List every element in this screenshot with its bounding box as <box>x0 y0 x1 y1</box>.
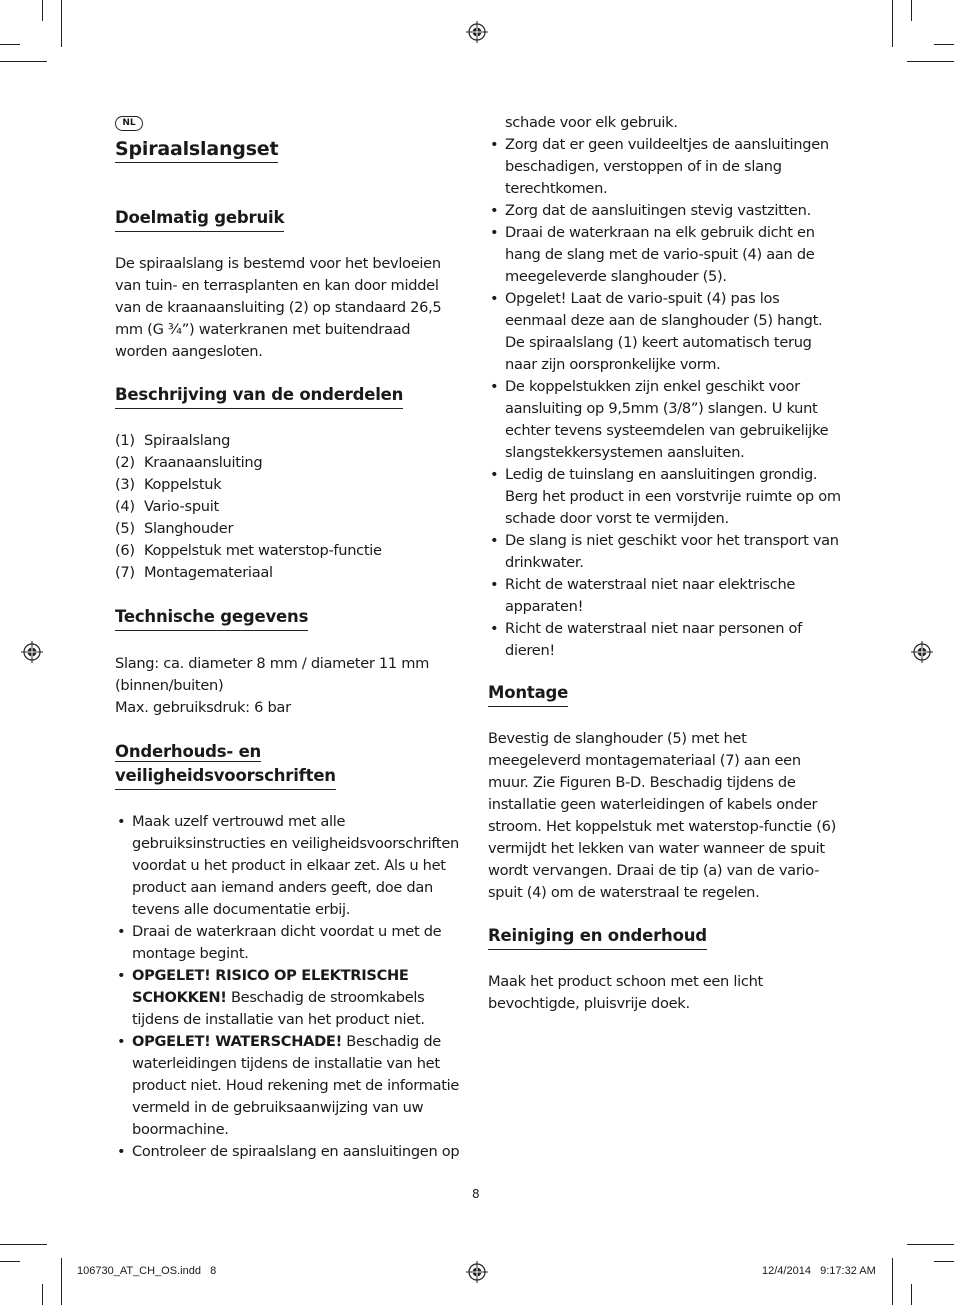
bullet-text: Controleer de spiraalslang en aansluitingen op <box>132 1143 460 1160</box>
list-item <box>115 540 460 562</box>
heading-reiniging: Reiniging en onderhoud <box>488 924 707 950</box>
crop-mark <box>0 1244 47 1245</box>
crop-mark <box>0 61 47 62</box>
bullet-icon: • <box>490 532 499 549</box>
bullet-icon: • <box>117 1033 126 1050</box>
list-item <box>488 288 843 376</box>
part-label: Koppelstuk met waterstop-functie <box>144 542 382 559</box>
registration-mark-icon <box>21 641 43 663</box>
part-label: Slanghouder <box>144 520 234 537</box>
crop-mark <box>911 0 912 21</box>
care-bullets <box>488 134 843 662</box>
crop-mark <box>911 1284 912 1305</box>
bullet-text: De slang is niet geschikt voor het transport van drinkwater. <box>505 532 839 571</box>
bullet-text: Zorg dat er geen vuildeeltjes de aansluitingen beschadigen, verstoppen of in de slang terechtkomen. <box>505 136 829 197</box>
list-item <box>488 618 843 662</box>
bullet-bold: OPGELET! RISICO OP ELEKTRISCHE SCHOKKEN! <box>132 967 409 1006</box>
part-label: Kraanaansluiting <box>144 454 263 471</box>
bullet-text: Richt de waterstraal niet naar personen of dieren! <box>505 620 802 659</box>
part-number: (6) <box>115 542 135 559</box>
list-item <box>115 430 460 452</box>
bullet-text: De koppelstukken zijn enkel geschikt voor aansluiting op 9,5mm (3/8”) slangen. U kunt echter tevens systeemdelen van gebruikelijke slangstekkersystemen aansluiten. <box>505 378 829 461</box>
paragraph-montage: Bevestig de slanghouder (5) met het meegeleverd montagemateriaal (7) aan een muur. Zie Figuren B-D. Beschadig tijdens de installatie geen waterleidingen of kabels onder stroom. Het koppelstuk met waterstop-functie (6) vermijdt het lekken van water wanneer de spuit wordt vervangen. Draai de tip (a) van de vario-spuit (4) om de waterstraal te regelen. <box>488 730 836 901</box>
bullet-icon: • <box>490 576 499 593</box>
list-item <box>488 222 843 288</box>
bullet-icon: • <box>117 967 126 984</box>
bullet-icon: • <box>490 378 499 395</box>
bullet-text: Zorg dat de aansluitingen stevig vastzitten. <box>505 202 811 219</box>
registration-mark-icon <box>911 641 933 663</box>
part-number: (2) <box>115 454 135 471</box>
heading-onderhoud-line1 <box>115 740 261 764</box>
crop-mark <box>0 44 20 45</box>
crop-mark <box>61 1258 62 1305</box>
bullet-icon: • <box>117 1143 126 1160</box>
list-item <box>488 200 843 222</box>
bullet-text: Beschadig de stroomkabels tijdens de installatie van het product niet. <box>132 989 425 1028</box>
crop-mark <box>907 61 954 62</box>
bullet-text: Draai de waterkraan dicht voordat u met de montage begint. <box>132 923 442 962</box>
bullet-text: Opgelet! Laat de vario-spuit (4) pas los eenmaal deze aan de slanghouder (5) hangt. De spiraalslang (1) keert automatisch terug naar zijn oorspronkelijke vorm. <box>505 290 823 373</box>
part-number: (4) <box>115 498 135 515</box>
part-label: Koppelstuk <box>144 476 222 493</box>
bullet-icon: • <box>490 290 499 307</box>
list-item <box>488 464 843 530</box>
tech-line: Max. gebruiksdruk: 6 bar <box>115 699 291 716</box>
list-item <box>115 496 460 518</box>
registration-mark-icon <box>466 1261 488 1283</box>
crop-mark <box>892 0 893 47</box>
crop-mark <box>42 1284 43 1305</box>
list-item <box>488 530 843 574</box>
heading-doelmatig-gebruik: Doelmatig gebruik <box>115 206 284 232</box>
bullet-bold: OPGELET! WATERSCHADE! <box>132 1033 342 1050</box>
bullet-text: Draai de waterkraan na elk gebruik dicht en hang de slang met de vario-spuit (4) aan de meegeleverde slanghouder (5). <box>505 224 815 285</box>
page-number: 8 <box>472 1187 480 1201</box>
slug-filename: 106730_AT_CH_OS.indd 8 <box>77 1265 217 1277</box>
heading-technische-gegevens: Technische gegevens <box>115 605 308 631</box>
crop-mark <box>907 1244 954 1245</box>
tech-line: (binnen/buiten) <box>115 677 224 694</box>
tech-line: Slang: ca. diameter 8 mm / diameter 11 mm <box>115 655 430 672</box>
bullet-text: Maak uzelf vertrouwd met alle gebruiksinstructies en veiligheidsvoorschriften voordat u het product in elkaar zet. Als u het product aan iemand anders geeft, doe dan tevens alle documentatie erbij. <box>132 813 459 918</box>
crop-mark <box>934 1261 954 1262</box>
bullet-icon: • <box>117 813 126 830</box>
bullet-icon: • <box>490 202 499 219</box>
list-item <box>488 376 843 464</box>
bullet-icon: • <box>117 923 126 940</box>
part-number: (3) <box>115 476 135 493</box>
bullet-icon: • <box>490 136 499 153</box>
list-item <box>115 518 460 540</box>
crop-mark <box>61 0 62 47</box>
bullet-icon: • <box>490 466 499 483</box>
heading-beschrijving: Beschrijving van de onderdelen <box>115 383 403 409</box>
list-item <box>115 921 460 965</box>
part-number: (7) <box>115 564 135 581</box>
registration-mark-icon <box>466 21 488 43</box>
bullet-text: Beschadig de waterleidingen tijdens de installatie van het product niet. Houd rekening met de informatie vermeld in de gebruiksaanwijzing van uw boormachine. <box>132 1033 460 1138</box>
heading-onderhoud-line2: veiligheidsvoorschriften <box>115 764 336 790</box>
list-item <box>115 474 460 496</box>
list-item <box>115 1031 460 1141</box>
list-item <box>488 134 843 200</box>
crop-mark <box>0 1261 20 1262</box>
crop-mark <box>934 44 954 45</box>
language-badge: NL <box>115 116 143 131</box>
list-item <box>115 811 460 921</box>
part-label: Vario-spuit <box>144 498 219 515</box>
list-item <box>115 452 460 474</box>
crop-mark <box>42 0 43 21</box>
part-label: Montagemateriaal <box>144 564 273 581</box>
list-item <box>488 574 843 618</box>
slug-timestamp: 12/4/2014 9:17:32 AM <box>762 1265 876 1277</box>
list-item <box>115 1141 460 1163</box>
crop-mark <box>892 1258 893 1305</box>
list-item <box>115 965 460 1031</box>
safety-bullets <box>115 811 460 1163</box>
paragraph-doelmatig-gebruik: De spiraalslang is bestemd voor het bevloeien van tuin- en terrasplanten en kan door middel van de kraanaansluiting (2) op standaard 26,5 mm (G ¾”) waterkranen met buitendraad worden aangesloten. <box>115 255 442 360</box>
list-item <box>115 562 460 584</box>
bullet-icon: • <box>490 224 499 241</box>
paragraph-reiniging: Maak het product schoon met een licht bevochtigde, pluisvrije doek. <box>488 973 763 1012</box>
bullet-text: Ledig de tuinslang en aansluitingen grondig. Berg het product in een vorstvrije ruimte op om schade door vorst te vermijden. <box>505 466 841 527</box>
heading-montage: Montage <box>488 681 568 707</box>
part-number: (5) <box>115 520 135 537</box>
part-label: Spiraalslang <box>144 432 231 449</box>
heading-text: Onderhouds- en <box>115 742 262 761</box>
continued-line: schade voor elk gebruik. <box>505 114 678 131</box>
parts-list <box>115 430 460 584</box>
tech-specs <box>115 653 460 719</box>
page-title: Spiraalslangset <box>115 138 278 163</box>
bullet-icon: • <box>490 620 499 637</box>
bullet-text: Richt de waterstraal niet naar elektrische apparaten! <box>505 576 796 615</box>
part-number: (1) <box>115 432 135 449</box>
